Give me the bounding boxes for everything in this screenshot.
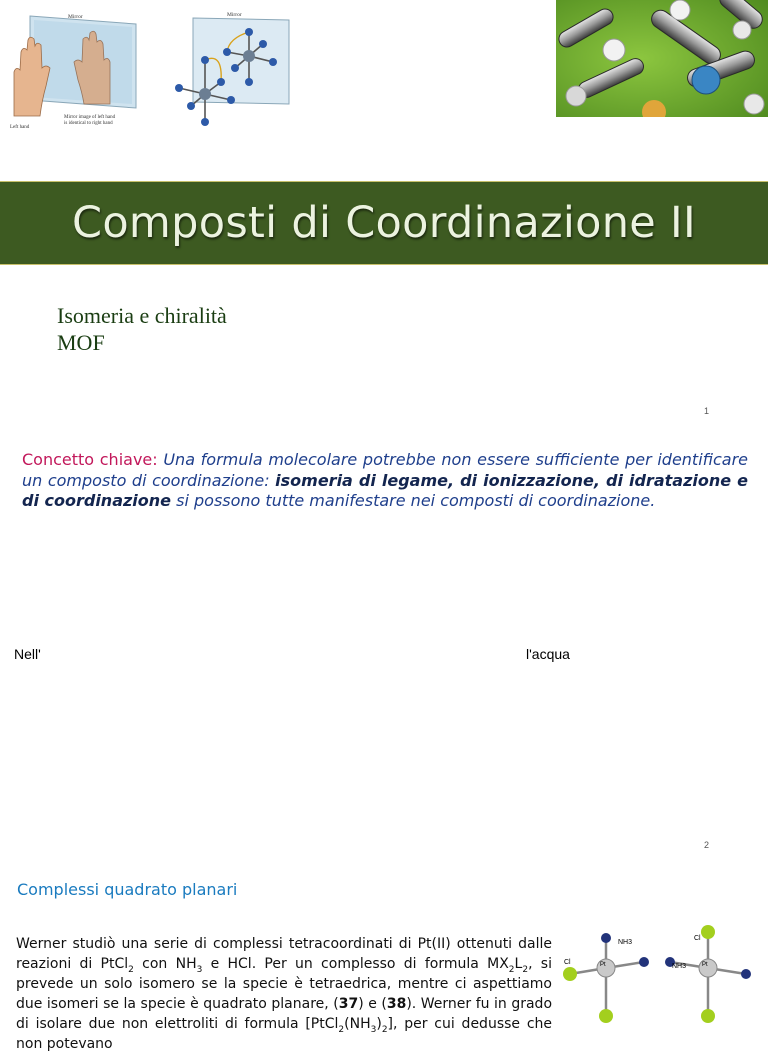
subtitle-block bbox=[57, 302, 227, 356]
label-pt-b: Pt bbox=[702, 962, 708, 968]
page-number-2: 2 bbox=[704, 840, 710, 850]
label-nh3-b: NH3 bbox=[672, 963, 687, 970]
page-title: Composti di Coordinazione II bbox=[72, 198, 696, 248]
mirror-label-2: Mirror bbox=[227, 12, 242, 18]
subtitle-line2: MOF bbox=[57, 330, 105, 355]
octahedral-mirror-illustration bbox=[165, 8, 295, 132]
molecular-model-image bbox=[556, 0, 768, 117]
hands-caption-line2: is identical to right hand bbox=[64, 121, 113, 126]
key-concept-bold: isomeria di legame, di ionizzazione, di idratazione e di coordinazione bbox=[22, 470, 748, 510]
subtitle-line1: Isomeria e chiralità bbox=[57, 303, 227, 328]
werner-paragraph: Werner studiò una serie di complessi tetracoordinati di Pt(II) ottenuti dalle reazioni di PtCl$_2$ con $NH_3$ e HCl. Per un complesso di formula $MX_2L_2$, si prevede un solo isomero se la specie è tetraedrica, mentre ci aspettiamo due isomeri se la specie è quadrato planare, (37) e (38). Werner fu in grado di isolare due non elettroliti di formula $[PtCl_2(NH_3)_2]$, per cui dedusse che non potevano bbox=[16, 936, 553, 1052]
label-pt-a: Pt bbox=[600, 962, 606, 968]
fragment-left: Nell' bbox=[14, 646, 41, 662]
fragment-right: l'acqua bbox=[526, 646, 570, 662]
hands-caption-line1: Mirror image of left hand bbox=[64, 115, 116, 120]
section-heading: Complessi quadrato planari bbox=[17, 880, 238, 899]
mirror-label: Mirror bbox=[68, 14, 83, 20]
title-banner bbox=[0, 181, 768, 265]
label-nh3-a: NH3 bbox=[618, 939, 633, 946]
key-concept-paragraph bbox=[22, 450, 748, 512]
label-cl-b: Cl bbox=[694, 935, 701, 942]
key-concept-text1: Una formula molecolare potrebbe non essere sufficiente per identificare un composto di coordinazione: bbox=[22, 450, 749, 490]
label-cl-a: Cl bbox=[564, 959, 571, 966]
page-number-1: 1 bbox=[704, 406, 710, 416]
hands-mirror-illustration bbox=[6, 8, 146, 132]
key-concept-text2: si possono tutte manifestare nei composti di coordinazione. bbox=[176, 491, 656, 510]
key-concept-label: Concetto chiave: bbox=[22, 450, 158, 469]
left-hand-label: Left hand bbox=[10, 125, 30, 130]
square-planar-isomers-diagram bbox=[558, 922, 768, 1024]
